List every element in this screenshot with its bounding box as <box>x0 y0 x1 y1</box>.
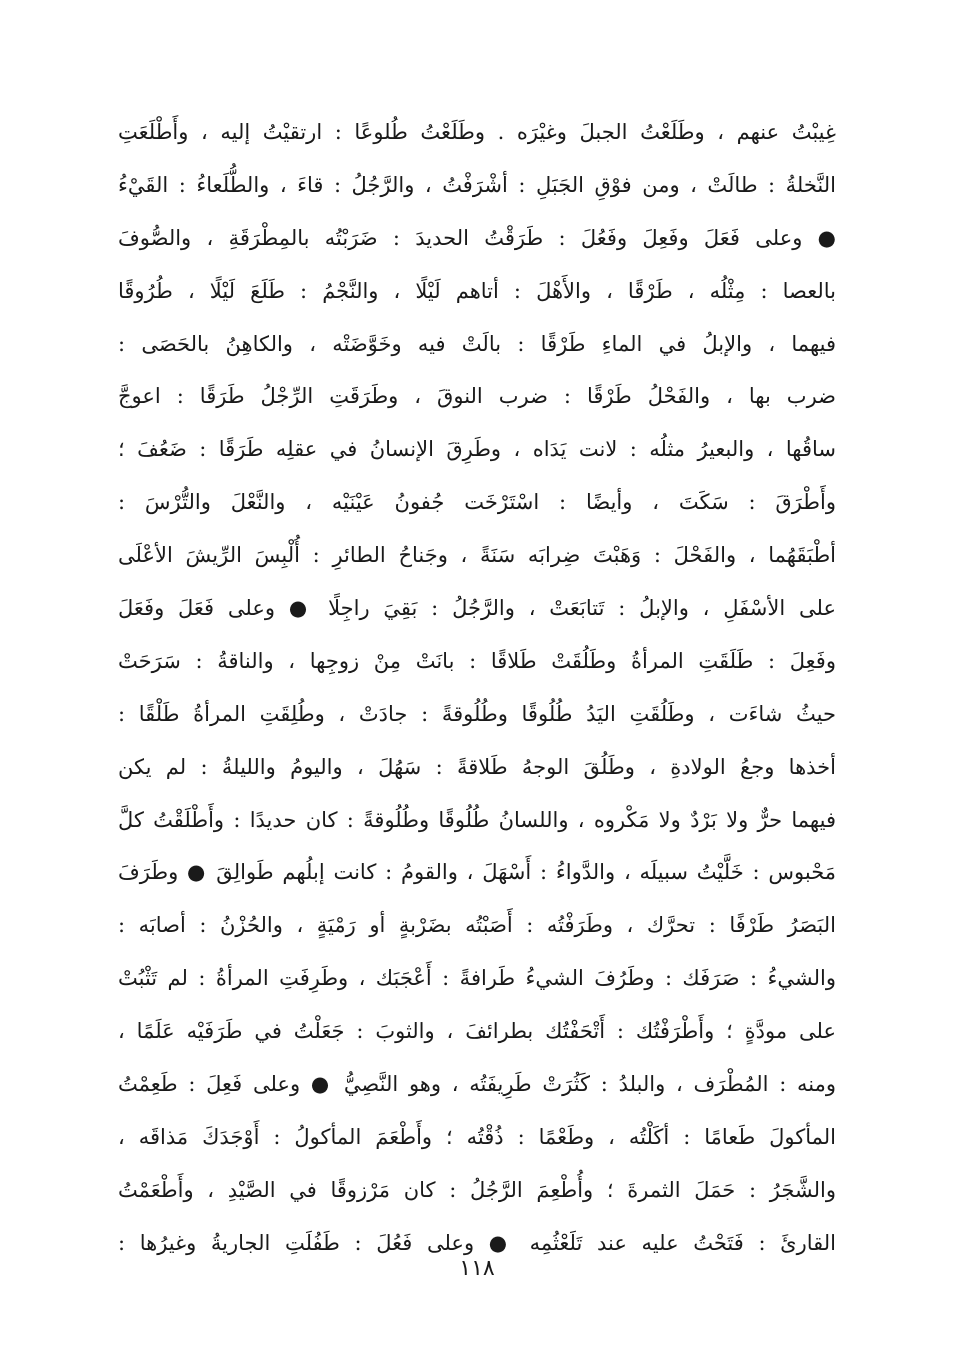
body-text <box>118 106 836 1270</box>
text-line: وفَعِلَ : طَلَقَتِ المرأةُ وطَلُقَتْ طَلاقًا : بانَتْ مِنْ زوجِها ، والناقةُ : سَرَحَتْ <box>118 648 836 673</box>
text-line: النَّخلةُ : طالَتْ ، ومن فوْقِ الجَبَلِ : أشْرَفْتُ ، والرَّجُلُ : قاءَ ، والطُّلَعاءُ : القَيْءُ <box>118 172 836 197</box>
text-line: حيثُ شاءَت ، وطَلُقَتِ اليَدُ طُلُوقًا وطُلُوقةً : جادَتْ ، وطُلِقَتِ المرأةُ طَلْقًا : <box>118 701 836 726</box>
text-line: المأكولَ طَعامًا : أكَلْتُه ، وطَعْمًا : ذُقْتُه ؛ وأَطْعَمَ المأكولُ : أَوْجَدَكَ مَذاقَه ، <box>118 1124 836 1149</box>
text-line: البَصَرُ طَرْفًا : تحرَّك ، وطَرَفْتُه : أَصَبْتُه بضَرْبةٍ أو رَمْيَةٍ ، والحُزْنُ : أصابَه : <box>118 913 836 938</box>
text-line: أخذها وجعُ الولادةِ ، وطَلُقَ الوجهُ طَلاقةً : سَهُلَ ، واليومُ والليلةُ : لم يكن <box>118 754 836 779</box>
text-line: وأَطْرَقَ : سَكَتَ ، وأيضًا : اسْتَرْخَت جُفونُ عَيْنَيْه ، والنَّعْلَ والتُّرْسَ : <box>118 490 836 515</box>
text-line: بالعصا : مِثْلُه ، طَرْقًا ، والأَهْلَ : أتاهم لَيْلًا ، والنَّجْمُ : طَلَعَ لَيْلًا ، طُرُوقًا <box>118 278 836 303</box>
text-line: غِيبْتُ عنهم ، وطَلَعْتُ الجبلَ وغيْرَه . وطَلَعْتُ طُلوعًا : ارتقيْتُ إليه ، وأَطْلَعَتِ <box>118 120 836 144</box>
text-line: ساقُها ، والبعيرُ مثلُه : لانت يَدَاه ، وطَرِقَ الإنسانُ في عقلِه طَرَقًا : ضَعُفَ ؛ <box>118 437 836 462</box>
text-line: والشيءُ : صَرَفَك : وطَرُفَ الشيءُ طَرافةً : أَعْجَبَك ، وطَرِفَتِ المرأةُ : لم تَثْبُتْ <box>118 966 836 991</box>
text-line: فيهما ، والإبلُ في الماءِ طَرْقًا : بالَتْ فيه وخَوَّضَتْه ، والكاهِنُ بالحَصَى : <box>118 331 836 356</box>
text-line: ومنه : المُطْرَف ، والبلدُ : كَثُرَتْ طَرِيفَتُه ، وهو النَّصِيُّ ● وعلى فَعِلَ : طَعِمْتُ <box>118 1072 836 1097</box>
text-line: والشَّجَرُ : حَمَلَ الثمرةَ ؛ وأُطْعِمَ الرَّجُلُ : كان مَرْزوقًا في الصَّيْدِ ، وأَطْعَمْتُ <box>118 1177 836 1202</box>
text-line: القارئَ : فَتَحْتُ عليه عند تَلَعْثُمِه ● وعلى فَعُلَ : طَفُلَتِ الجاريةُ وغيرُها : <box>118 1230 836 1255</box>
text-line: أطْبَقَهُما ، والفَحْلَ : وَهَبْتَ ضِرابَه سَنَةً ، وجَناحُ الطائرِ : أُلْبِسَ الرِّيشَ الأعْلَى <box>118 543 836 568</box>
text-line: ضرب بها ، والفَحْلُ طَرْقًا : ضرب النوقَ ، وطَرَقَتِ الرِّجْلُ طَرَقًا : اعوجَّ <box>118 384 836 409</box>
text-line: ● وعلى فَعَلَ وفَعِلَ وفَعُلَ : طَرَقْتُ الحديدَ : ضَرَبْتُه بالمِطْرَقَةِ ، والصُّوفَ <box>118 225 836 250</box>
text-line: مَحْبوس : خَلَّيْتُ سبيلَه ، والدَّواءُ : أَسْهَلَ ، والقومُ : كانت إبلُهم طَوالِقَ ● وطَرَفَ <box>118 860 836 885</box>
text-line: على مودَّةٍ ؛ وأَطْرَفْتُك : أَتْحَفْتُك بطرائفَ ، والثوبَ : جَعَلْتُ في طَرَفَيْه عَلَمًا ، <box>118 1019 836 1044</box>
text-line: على الأسْفَلِ ، والإبلُ : تَتابَعَتْ ، والرَّجُلُ : بَقِيَ راجِلًا ● وعلى فَعَلَ وفَعَلَ <box>118 596 836 621</box>
text-line: فيهما حرٌّ ولا بَرْدٌ ولا مَكْروه ، واللسانُ طُلُوقًا وطُلُوقةً : كان حديدًا : وأَطْلَقْتُ كلَّ <box>118 807 836 832</box>
page-number: ١١٨ <box>459 1256 495 1281</box>
